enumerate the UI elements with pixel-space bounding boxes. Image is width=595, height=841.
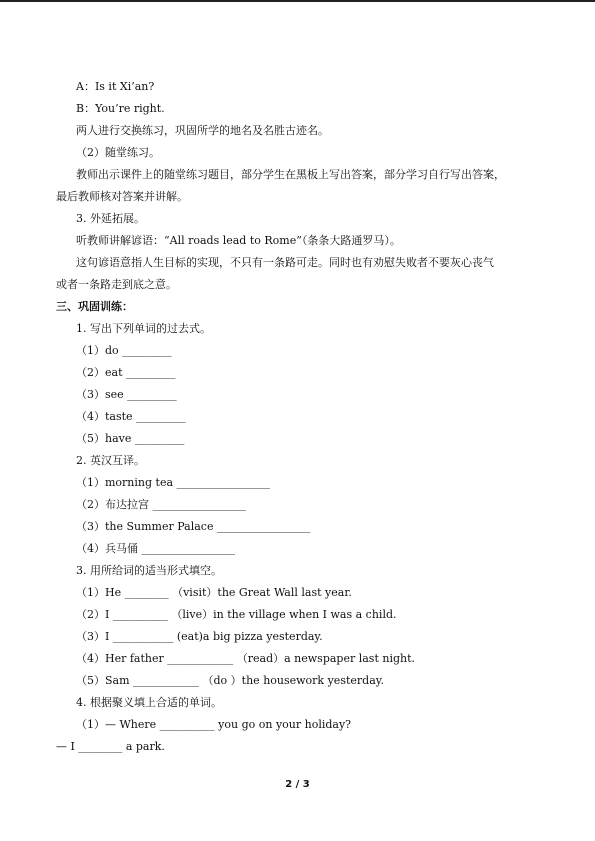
exercise-item: — I ________ a park. bbox=[56, 740, 165, 753]
top-rule bbox=[0, 0, 595, 2]
exercise-item: （1）— Where __________ you go on your holiday? bbox=[76, 718, 352, 731]
exercise-title: 1. 写出下列单词的过去式。 bbox=[76, 322, 211, 335]
paragraph-line: 两人进行交换练习，巩固所学的地名及名胜古迹名。 bbox=[76, 124, 329, 137]
exercise-item: （1）do _________ bbox=[76, 344, 172, 357]
paragraph-line: 听教师讲解谚语：“All roads lead to Rome”（条条大路通罗马）。 bbox=[76, 234, 401, 247]
exercise-item: （3）the Summer Palace _________________ bbox=[76, 520, 311, 533]
exercise-item: （1）morning tea _________________ bbox=[76, 476, 271, 489]
dialogue-line-a: A：Is it Xi’an? bbox=[76, 80, 155, 93]
subheading: （2）随堂练习。 bbox=[76, 146, 160, 159]
exercise-item: （4）taste _________ bbox=[76, 410, 186, 423]
exercise-item: （2）I __________ （live）in the village when I was a child. bbox=[76, 608, 397, 621]
paragraph-line: 教师出示课件上的随堂练习题目，部分学生在黑板上写出答案，部分学习自行写出答案， bbox=[76, 168, 505, 181]
exercise-item: （2）布达拉宫 _________________ bbox=[76, 498, 246, 511]
exercise-item: （4）兵马俑 _________________ bbox=[76, 542, 235, 555]
paragraph-line: 这句谚语意指人生目标的实现，不只有一条路可走。同时也有劝慰失败者不要灰心丧气 bbox=[76, 256, 494, 269]
subheading: 3. 外延拓展。 bbox=[76, 212, 145, 225]
page-number: 2 / 3 bbox=[285, 779, 310, 790]
exercise-item: （5）have _________ bbox=[76, 432, 185, 445]
exercise-item: （3）see _________ bbox=[76, 388, 177, 401]
section-heading: 三、巩固训练： bbox=[56, 300, 133, 313]
exercise-title: 2. 英汉互译。 bbox=[76, 454, 145, 467]
dialogue-line-b: B：You’re right. bbox=[76, 102, 165, 115]
exercise-item: （4）Her father ____________ （read）a newspaper last night. bbox=[76, 652, 416, 665]
exercise-item: （1）He ________ （visit）the Great Wall last year. bbox=[76, 586, 352, 599]
paragraph-line: 或者一条路走到底之意。 bbox=[56, 278, 177, 291]
exercise-item: （5）Sam ____________ （do ）the housework yesterday. bbox=[76, 674, 384, 687]
paragraph-line: 最后教师核对答案并讲解。 bbox=[56, 190, 188, 203]
exercise-item: （2）eat _________ bbox=[76, 366, 176, 379]
exercise-title: 3. 用所给词的适当形式填空。 bbox=[76, 564, 222, 577]
exercise-item: （3）I ___________ (eat)a big pizza yesterday. bbox=[76, 630, 323, 643]
exercise-title: 4. 根据聚义填上合适的单词。 bbox=[76, 696, 222, 709]
